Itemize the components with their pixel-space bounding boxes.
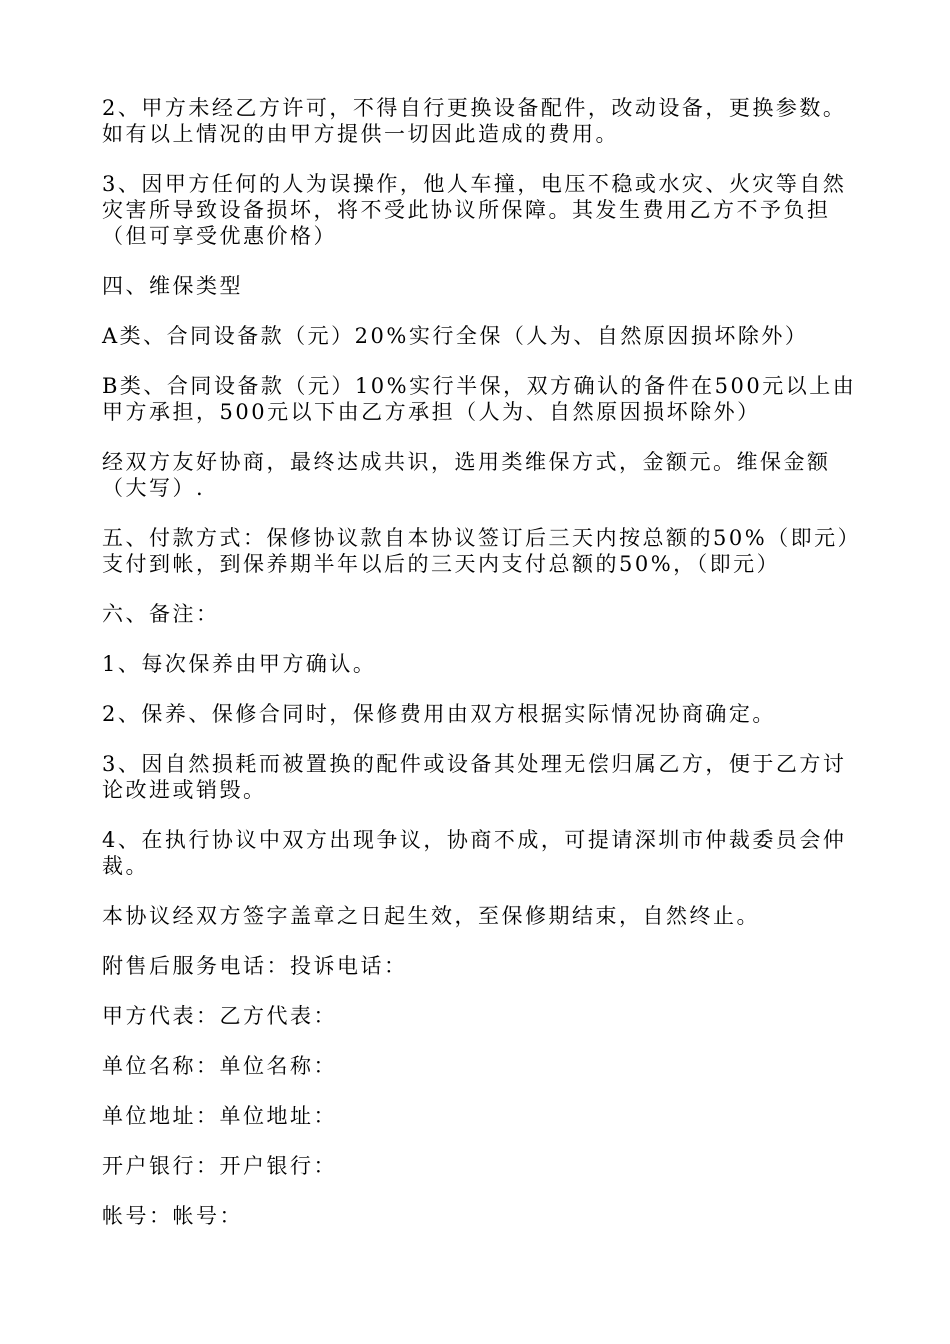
company-address-line: 单位地址：单位地址： — [102, 1104, 337, 1128]
note-1: 1、每次保养由甲方确认。 — [102, 652, 377, 676]
section-6-heading: 六、备注： — [102, 602, 220, 626]
bank-line: 开户银行：开户银行： — [102, 1154, 337, 1178]
company-name-line: 单位名称：单位名称： — [102, 1054, 337, 1078]
clause-3-exclusions: 3、因甲方任何的人为误操作，他人车撞，电压不稳或水灾、火灾等自然灾害所导致设备损坏，将不受此协议所保障。其发生费用乙方不予负担（但可享受优惠价格） — [102, 172, 847, 248]
section-4-heading: 四、维保类型 — [102, 274, 243, 298]
maintenance-type-a: A类、合同设备款（元）20%实行全保（人为、自然原因损坏除外） — [102, 324, 809, 348]
document-body — [102, 95, 862, 1253]
account-line: 帐号：帐号： — [102, 1204, 243, 1228]
representative-line: 甲方代表：乙方代表： — [102, 1004, 337, 1028]
note-2: 2、保养、保修合同时，保修费用由双方根据实际情况协商确定。 — [102, 702, 776, 726]
effective-clause: 本协议经双方签字盖章之日起生效，至保修期结束，自然终止。 — [102, 904, 760, 928]
clause-2-equipment-changes: 2、甲方未经乙方许可，不得自行更换设备配件，改动设备，更换参数。如有以上情况的由甲方提供一切因此造成的费用。 — [102, 96, 847, 146]
note-3: 3、因自然损耗而被置换的配件或设备其处理无偿归属乙方，便于乙方讨论改进或销毁。 — [102, 752, 847, 802]
maintenance-type-b: B类、合同设备款（元）10%实行半保，双方确认的备件在500元以上由甲方承担，500元以下由乙方承担（人为、自然原因损坏除外） — [102, 374, 857, 424]
service-phone-line: 附售后服务电话：投诉电话： — [102, 954, 408, 978]
section-5-payment: 五、付款方式：保修协议款自本协议签订后三天内按总额的50%（即元）支付到帐，到保养期半年以后的三天内支付总额的50%，（即元） — [102, 526, 862, 576]
agreement-selection: 经双方友好协商，最终达成共识，选用类维保方式，金额元。维保金额（大写）. — [102, 450, 831, 500]
note-4: 4、在执行协议中双方出现争议，协商不成，可提请深圳市仲裁委员会仲裁。 — [102, 828, 847, 878]
